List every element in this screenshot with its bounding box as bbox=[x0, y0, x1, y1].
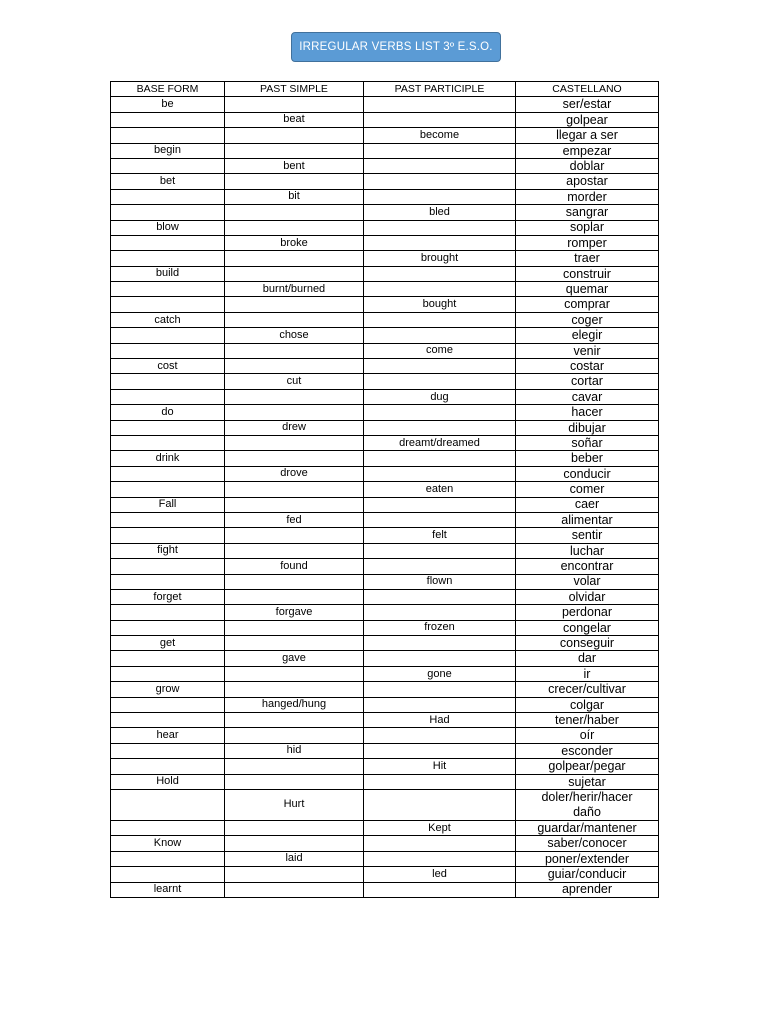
past-simple-cell bbox=[225, 389, 364, 404]
castellano-cell: ser/estar bbox=[516, 97, 659, 112]
past-participle-cell bbox=[364, 97, 516, 112]
past-simple-cell: hanged/hung bbox=[225, 697, 364, 712]
base-form-cell: Hold bbox=[111, 774, 225, 789]
castellano-cell: sentir bbox=[516, 528, 659, 543]
past-simple-cell bbox=[225, 482, 364, 497]
table-row bbox=[111, 282, 659, 297]
past-participle-cell: eaten bbox=[364, 482, 516, 497]
past-simple-cell bbox=[225, 205, 364, 220]
table-row bbox=[111, 774, 659, 789]
past-participle-cell: bled bbox=[364, 205, 516, 220]
castellano-cell: apostar bbox=[516, 174, 659, 189]
castellano-cell: coger bbox=[516, 312, 659, 327]
table-row bbox=[111, 435, 659, 450]
past-participle-cell bbox=[364, 589, 516, 604]
castellano-cell: dibujar bbox=[516, 420, 659, 435]
castellano-cell: encontrar bbox=[516, 559, 659, 574]
base-form-cell bbox=[111, 574, 225, 589]
base-form-cell bbox=[111, 605, 225, 620]
table-row bbox=[111, 482, 659, 497]
page-title: IRREGULAR VERBS LIST 3º E.S.O. bbox=[291, 32, 501, 62]
past-participle-cell: Had bbox=[364, 713, 516, 728]
table-row bbox=[111, 251, 659, 266]
past-participle-cell bbox=[364, 405, 516, 420]
past-simple-cell bbox=[225, 867, 364, 882]
base-form-cell: hear bbox=[111, 728, 225, 743]
past-participle-cell bbox=[364, 220, 516, 235]
past-simple-cell: drove bbox=[225, 466, 364, 481]
past-simple-cell: bent bbox=[225, 158, 364, 173]
base-form-cell bbox=[111, 389, 225, 404]
past-simple-cell bbox=[225, 220, 364, 235]
header-row bbox=[111, 82, 659, 97]
past-simple-cell: fed bbox=[225, 512, 364, 527]
past-participle-cell: come bbox=[364, 343, 516, 358]
table-row bbox=[111, 420, 659, 435]
past-simple-cell bbox=[225, 589, 364, 604]
past-participle-cell bbox=[364, 774, 516, 789]
table-row bbox=[111, 405, 659, 420]
castellano-cell: comer bbox=[516, 482, 659, 497]
table-row bbox=[111, 205, 659, 220]
table-row bbox=[111, 512, 659, 527]
past-participle-cell bbox=[364, 651, 516, 666]
base-form-cell bbox=[111, 528, 225, 543]
castellano-cell: ir bbox=[516, 666, 659, 681]
past-participle-cell bbox=[364, 543, 516, 558]
past-simple-cell bbox=[225, 543, 364, 558]
castellano-cell: venir bbox=[516, 343, 659, 358]
past-participle-cell bbox=[364, 512, 516, 527]
base-form-cell bbox=[111, 759, 225, 774]
castellano-cell: beber bbox=[516, 451, 659, 466]
past-participle-cell: dug bbox=[364, 389, 516, 404]
castellano-cell: hacer bbox=[516, 405, 659, 420]
base-form-cell bbox=[111, 235, 225, 250]
past-participle-cell: felt bbox=[364, 528, 516, 543]
table-row bbox=[111, 759, 659, 774]
castellano-cell: saber/conocer bbox=[516, 836, 659, 851]
past-participle-cell bbox=[364, 174, 516, 189]
table-row bbox=[111, 389, 659, 404]
base-form-cell bbox=[111, 651, 225, 666]
base-form-cell bbox=[111, 512, 225, 527]
castellano-cell: tener/haber bbox=[516, 713, 659, 728]
past-participle-cell: Kept bbox=[364, 820, 516, 835]
table-row bbox=[111, 266, 659, 281]
castellano-cell: comprar bbox=[516, 297, 659, 312]
castellano-cell: esconder bbox=[516, 743, 659, 758]
table-row bbox=[111, 174, 659, 189]
past-participle-cell bbox=[364, 112, 516, 127]
past-simple-cell: burnt/burned bbox=[225, 282, 364, 297]
past-participle-cell bbox=[364, 497, 516, 512]
base-form-cell: blow bbox=[111, 220, 225, 235]
past-participle-cell: flown bbox=[364, 574, 516, 589]
past-participle-cell bbox=[364, 359, 516, 374]
past-simple-cell bbox=[225, 759, 364, 774]
base-form-cell: build bbox=[111, 266, 225, 281]
table-row bbox=[111, 451, 659, 466]
past-participle-cell bbox=[364, 189, 516, 204]
castellano-cell: volar bbox=[516, 574, 659, 589]
past-simple-cell bbox=[225, 174, 364, 189]
castellano-cell: cavar bbox=[516, 389, 659, 404]
past-participle-cell: bought bbox=[364, 297, 516, 312]
table-row bbox=[111, 374, 659, 389]
past-simple-cell: found bbox=[225, 559, 364, 574]
table-row bbox=[111, 620, 659, 635]
castellano-cell: caer bbox=[516, 497, 659, 512]
past-participle-cell bbox=[364, 328, 516, 343]
past-simple-cell: bit bbox=[225, 189, 364, 204]
past-simple-cell bbox=[225, 497, 364, 512]
past-simple-cell bbox=[225, 713, 364, 728]
table-row bbox=[111, 143, 659, 158]
base-form-cell: catch bbox=[111, 312, 225, 327]
table-row bbox=[111, 743, 659, 758]
table-row bbox=[111, 666, 659, 681]
past-participle-cell bbox=[364, 466, 516, 481]
past-participle-cell bbox=[364, 882, 516, 897]
past-participle-cell bbox=[364, 374, 516, 389]
past-simple-cell bbox=[225, 620, 364, 635]
base-form-cell bbox=[111, 282, 225, 297]
castellano-cell: quemar bbox=[516, 282, 659, 297]
table-row bbox=[111, 189, 659, 204]
base-form-cell bbox=[111, 789, 225, 820]
past-simple-cell bbox=[225, 297, 364, 312]
header-base-form: BASE FORM bbox=[111, 82, 225, 97]
base-form-cell bbox=[111, 343, 225, 358]
castellano-cell: poner/extender bbox=[516, 851, 659, 866]
castellano-cell: conducir bbox=[516, 466, 659, 481]
base-form-cell bbox=[111, 620, 225, 635]
table-row bbox=[111, 559, 659, 574]
table-row bbox=[111, 128, 659, 143]
castellano-cell: golpear/pegar bbox=[516, 759, 659, 774]
base-form-cell: do bbox=[111, 405, 225, 420]
base-form-cell: cost bbox=[111, 359, 225, 374]
past-participle-cell bbox=[364, 743, 516, 758]
past-simple-cell bbox=[225, 882, 364, 897]
castellano-cell: morder bbox=[516, 189, 659, 204]
base-form-cell bbox=[111, 697, 225, 712]
table-row bbox=[111, 867, 659, 882]
castellano-cell: guardar/mantener bbox=[516, 820, 659, 835]
castellano-cell: elegir bbox=[516, 328, 659, 343]
past-simple-cell: Hurt bbox=[225, 789, 364, 820]
castellano-cell: dar bbox=[516, 651, 659, 666]
castellano-cell: oír bbox=[516, 728, 659, 743]
base-form-cell bbox=[111, 559, 225, 574]
base-form-cell bbox=[111, 158, 225, 173]
base-form-cell bbox=[111, 466, 225, 481]
table-row bbox=[111, 836, 659, 851]
table-row bbox=[111, 158, 659, 173]
table-row bbox=[111, 636, 659, 651]
base-form-cell: drink bbox=[111, 451, 225, 466]
past-simple-cell bbox=[225, 451, 364, 466]
base-form-cell bbox=[111, 713, 225, 728]
base-form-cell bbox=[111, 435, 225, 450]
past-simple-cell: hid bbox=[225, 743, 364, 758]
castellano-cell: alimentar bbox=[516, 512, 659, 527]
table-row bbox=[111, 820, 659, 835]
table-row bbox=[111, 528, 659, 543]
past-participle-cell bbox=[364, 235, 516, 250]
base-form-cell: forget bbox=[111, 589, 225, 604]
past-simple-cell: laid bbox=[225, 851, 364, 866]
castellano-cell: sujetar bbox=[516, 774, 659, 789]
past-participle-cell bbox=[364, 266, 516, 281]
base-form-cell: get bbox=[111, 636, 225, 651]
table-header bbox=[111, 82, 659, 97]
castellano-cell: soñar bbox=[516, 435, 659, 450]
base-form-cell: bet bbox=[111, 174, 225, 189]
base-form-cell: Know bbox=[111, 836, 225, 851]
castellano-cell: doler/herir/hacer daño bbox=[516, 789, 659, 820]
past-simple-cell bbox=[225, 820, 364, 835]
past-participle-cell: become bbox=[364, 128, 516, 143]
table-row bbox=[111, 220, 659, 235]
past-simple-cell bbox=[225, 528, 364, 543]
castellano-cell: cortar bbox=[516, 374, 659, 389]
past-participle-cell bbox=[364, 682, 516, 697]
past-participle-cell bbox=[364, 143, 516, 158]
past-participle-cell bbox=[364, 605, 516, 620]
past-simple-cell bbox=[225, 405, 364, 420]
past-simple-cell bbox=[225, 682, 364, 697]
base-form-cell: learnt bbox=[111, 882, 225, 897]
base-form-cell bbox=[111, 420, 225, 435]
castellano-cell: luchar bbox=[516, 543, 659, 558]
table-row bbox=[111, 543, 659, 558]
base-form-cell bbox=[111, 374, 225, 389]
past-simple-cell bbox=[225, 636, 364, 651]
base-form-cell bbox=[111, 867, 225, 882]
table-row bbox=[111, 112, 659, 127]
castellano-cell: perdonar bbox=[516, 605, 659, 620]
past-participle-cell: Hit bbox=[364, 759, 516, 774]
table-row bbox=[111, 466, 659, 481]
past-participle-cell bbox=[364, 158, 516, 173]
table-row bbox=[111, 728, 659, 743]
base-form-cell bbox=[111, 251, 225, 266]
past-simple-cell bbox=[225, 128, 364, 143]
base-form-cell: grow bbox=[111, 682, 225, 697]
base-form-cell bbox=[111, 205, 225, 220]
base-form-cell bbox=[111, 851, 225, 866]
table-row bbox=[111, 97, 659, 112]
past-simple-cell: drew bbox=[225, 420, 364, 435]
table-row bbox=[111, 343, 659, 358]
castellano-cell: construir bbox=[516, 266, 659, 281]
table-row bbox=[111, 651, 659, 666]
castellano-cell: guiar/conducir bbox=[516, 867, 659, 882]
past-participle-cell: dreamt/dreamed bbox=[364, 435, 516, 450]
past-participle-cell bbox=[364, 789, 516, 820]
past-simple-cell: forgave bbox=[225, 605, 364, 620]
castellano-cell: traer bbox=[516, 251, 659, 266]
castellano-cell: romper bbox=[516, 235, 659, 250]
base-form-cell bbox=[111, 666, 225, 681]
past-participle-cell bbox=[364, 420, 516, 435]
past-simple-cell: cut bbox=[225, 374, 364, 389]
castellano-cell: doblar bbox=[516, 158, 659, 173]
past-simple-cell bbox=[225, 251, 364, 266]
past-participle-cell bbox=[364, 282, 516, 297]
past-participle-cell bbox=[364, 312, 516, 327]
table-row bbox=[111, 312, 659, 327]
past-simple-cell bbox=[225, 666, 364, 681]
base-form-cell: begin bbox=[111, 143, 225, 158]
base-form-cell: be bbox=[111, 97, 225, 112]
castellano-cell: empezar bbox=[516, 143, 659, 158]
past-simple-cell: beat bbox=[225, 112, 364, 127]
past-simple-cell bbox=[225, 435, 364, 450]
castellano-cell: soplar bbox=[516, 220, 659, 235]
past-participle-cell: led bbox=[364, 867, 516, 882]
past-simple-cell bbox=[225, 266, 364, 281]
base-form-cell bbox=[111, 297, 225, 312]
past-simple-cell bbox=[225, 97, 364, 112]
past-participle-cell bbox=[364, 728, 516, 743]
table-row bbox=[111, 589, 659, 604]
table-row bbox=[111, 713, 659, 728]
past-participle-cell: brought bbox=[364, 251, 516, 266]
base-form-cell bbox=[111, 112, 225, 127]
table-row bbox=[111, 882, 659, 897]
base-form-cell bbox=[111, 743, 225, 758]
past-participle-cell bbox=[364, 697, 516, 712]
castellano-cell: conseguir bbox=[516, 636, 659, 651]
table-row bbox=[111, 697, 659, 712]
past-simple-cell bbox=[225, 836, 364, 851]
past-simple-cell bbox=[225, 312, 364, 327]
base-form-cell bbox=[111, 189, 225, 204]
base-form-cell bbox=[111, 128, 225, 143]
table-row bbox=[111, 328, 659, 343]
castellano-cell: crecer/cultivar bbox=[516, 682, 659, 697]
past-simple-cell: broke bbox=[225, 235, 364, 250]
past-simple-cell bbox=[225, 728, 364, 743]
past-simple-cell bbox=[225, 359, 364, 374]
irregular-verbs-table bbox=[110, 81, 659, 898]
header-past-participle: PAST PARTICIPLE bbox=[364, 82, 516, 97]
table-row bbox=[111, 605, 659, 620]
table-row bbox=[111, 359, 659, 374]
castellano-cell: aprender bbox=[516, 882, 659, 897]
castellano-cell: colgar bbox=[516, 697, 659, 712]
table-body bbox=[111, 97, 659, 898]
table-row bbox=[111, 297, 659, 312]
past-participle-cell bbox=[364, 851, 516, 866]
past-simple-cell bbox=[225, 343, 364, 358]
table-row bbox=[111, 235, 659, 250]
past-simple-cell bbox=[225, 574, 364, 589]
table-row bbox=[111, 497, 659, 512]
base-form-cell: Fall bbox=[111, 497, 225, 512]
past-simple-cell bbox=[225, 143, 364, 158]
table-row bbox=[111, 851, 659, 866]
table-row bbox=[111, 682, 659, 697]
past-participle-cell: gone bbox=[364, 666, 516, 681]
past-participle-cell bbox=[364, 451, 516, 466]
table-row bbox=[111, 789, 659, 820]
past-participle-cell bbox=[364, 636, 516, 651]
past-participle-cell bbox=[364, 836, 516, 851]
past-simple-cell: gave bbox=[225, 651, 364, 666]
base-form-cell: fight bbox=[111, 543, 225, 558]
castellano-cell: congelar bbox=[516, 620, 659, 635]
base-form-cell bbox=[111, 820, 225, 835]
castellano-cell: costar bbox=[516, 359, 659, 374]
castellano-cell: olvidar bbox=[516, 589, 659, 604]
base-form-cell bbox=[111, 328, 225, 343]
castellano-cell: golpear bbox=[516, 112, 659, 127]
past-participle-cell bbox=[364, 559, 516, 574]
header-past-simple: PAST SIMPLE bbox=[225, 82, 364, 97]
base-form-cell bbox=[111, 482, 225, 497]
past-participle-cell: frozen bbox=[364, 620, 516, 635]
past-simple-cell bbox=[225, 774, 364, 789]
castellano-cell: sangrar bbox=[516, 205, 659, 220]
past-simple-cell: chose bbox=[225, 328, 364, 343]
table-row bbox=[111, 574, 659, 589]
castellano-cell: llegar a ser bbox=[516, 128, 659, 143]
header-castellano: CASTELLANO bbox=[516, 82, 659, 97]
